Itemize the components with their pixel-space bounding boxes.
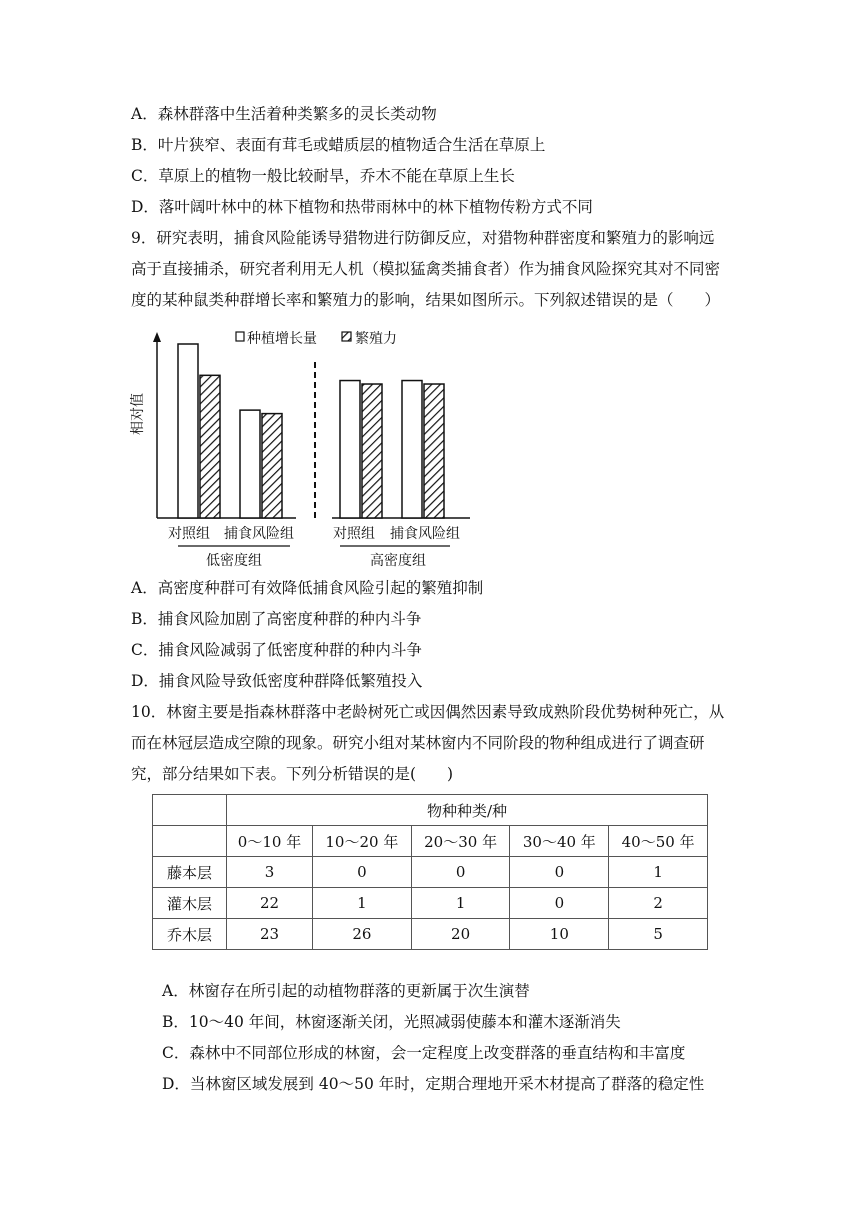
table-row <box>153 919 708 950</box>
table-cell: 26 <box>313 919 412 950</box>
q9-option-c: C．捕食风险减弱了低密度种群的种内斗争 <box>131 641 422 659</box>
table-cell: 0 <box>510 888 609 919</box>
q10-stem-line-1: 10．林窗主要是指森林群落中老龄树死亡或因偶然因素导致成熟阶段优势树种死亡，从 <box>131 703 725 721</box>
q10-option-a: A．林窗存在所引起的动植物群落的更新属于次生演替 <box>162 982 530 1000</box>
bar-fecundity <box>200 375 220 518</box>
table-cell: 1 <box>609 857 708 888</box>
table-column-header: 30～40 年 <box>510 826 609 857</box>
group-label: 低密度组 <box>206 553 262 569</box>
table-row <box>153 888 708 919</box>
bar-growth <box>402 381 422 518</box>
table-cell: 2 <box>609 888 708 919</box>
table-row <box>153 857 708 888</box>
table-cell: 1 <box>313 888 412 919</box>
bar-growth <box>240 410 260 518</box>
table-row-label: 灌木层 <box>153 888 227 919</box>
table-header-row <box>153 795 708 826</box>
bar-growth <box>340 381 360 518</box>
q8-option-b: B．叶片狭窄、表面有茸毛或蜡质层的植物适合生活在草原上 <box>131 136 546 154</box>
table-column-header: 0～10 年 <box>227 826 313 857</box>
group-label: 高密度组 <box>370 553 426 569</box>
q10-stem-line-3: 究，部分结果如下表。下列分析错误的是( ) <box>131 765 454 783</box>
legend-label-fecundity: 繁殖力 <box>355 331 397 347</box>
table-corner-cell <box>153 795 227 826</box>
table-row-label: 藤本层 <box>153 857 227 888</box>
table-cell: 5 <box>609 919 708 950</box>
x-tick-label: 捕食风险组 <box>224 526 294 542</box>
legend-swatch-growth <box>236 332 244 341</box>
x-tick-label: 对照组 <box>168 526 210 542</box>
table-row-label: 乔木层 <box>153 919 227 950</box>
q9-bar-chart <box>120 322 480 572</box>
table-corner-cell <box>153 826 227 857</box>
table-cell: 1 <box>411 888 510 919</box>
bar-fecundity <box>262 414 282 518</box>
q10-stem-line-2: 而在林冠层造成空隙的现象。研究小组对某林窗内不同阶段的物种组成进行了调查研 <box>131 734 705 752</box>
table-cell: 20 <box>411 919 510 950</box>
q9-option-d: D．捕食风险导致低密度种群降低繁殖投入 <box>131 672 423 690</box>
table-cell: 23 <box>227 919 313 950</box>
table-column-header: 20～30 年 <box>411 826 510 857</box>
legend-label-growth: 种植增长量 <box>247 331 317 347</box>
table-header-title: 物种种类/种 <box>227 795 708 826</box>
table-cell: 0 <box>510 857 609 888</box>
q9-stem-line-1: 9．研究表明，捕食风险能诱导猎物进行防御反应，对猎物种群密度和繁殖力的影响远 <box>131 229 715 247</box>
y-axis-label: 相对值 <box>130 393 146 435</box>
table-column-header: 40～50 年 <box>609 826 708 857</box>
legend-swatch-fecundity <box>342 332 351 341</box>
q8-option-c: C．草原上的植物一般比较耐旱，乔木不能在草原上生长 <box>131 167 515 185</box>
x-tick-label: 捕食风险组 <box>390 526 460 542</box>
q10-option-d: D．当林窗区域发展到 40～50 年时，定期合理地开采木材提高了群落的稳定性 <box>162 1075 705 1093</box>
table-cell: 22 <box>227 888 313 919</box>
bar-fecundity <box>424 384 444 518</box>
x-tick-label: 对照组 <box>333 526 375 542</box>
q8-option-a: A．森林群落中生活着种类繁多的灵长类动物 <box>131 105 437 123</box>
q9-option-b: B．捕食风险加剧了高密度种群的种内斗争 <box>131 610 422 628</box>
q8-option-d: D．落叶阔叶林中的林下植物和热带雨林中的林下植物传粉方式不同 <box>131 198 593 216</box>
table-cell: 10 <box>510 919 609 950</box>
table-cell: 3 <box>227 857 313 888</box>
bar-growth <box>178 344 198 518</box>
bar-fecundity <box>362 384 382 518</box>
table-column-header: 10～20 年 <box>313 826 412 857</box>
table-cell: 0 <box>411 857 510 888</box>
table-columns-row <box>153 826 708 857</box>
y-axis-arrow-icon <box>153 332 161 342</box>
q9-stem-line-3: 度的某种鼠类种群增长率和繁殖力的影响，结果如图所示。下列叙述错误的是（ ） <box>131 291 721 309</box>
q10-option-b: B．10～40 年间，林窗逐渐关闭，光照减弱使藤本和灌木逐渐消失 <box>162 1013 621 1031</box>
q9-stem-line-2: 高于直接捕杀，研究者利用无人机（模拟猛禽类捕食者）作为捕食风险探究其对不同密 <box>131 260 721 278</box>
q10-option-c: C．森林中不同部位形成的林窗，会一定程度上改变群落的垂直结构和丰富度 <box>162 1044 686 1062</box>
q9-option-a: A．高密度种群可有效降低捕食风险引起的繁殖抑制 <box>131 579 484 597</box>
species-table <box>152 794 708 950</box>
table-cell: 0 <box>313 857 412 888</box>
